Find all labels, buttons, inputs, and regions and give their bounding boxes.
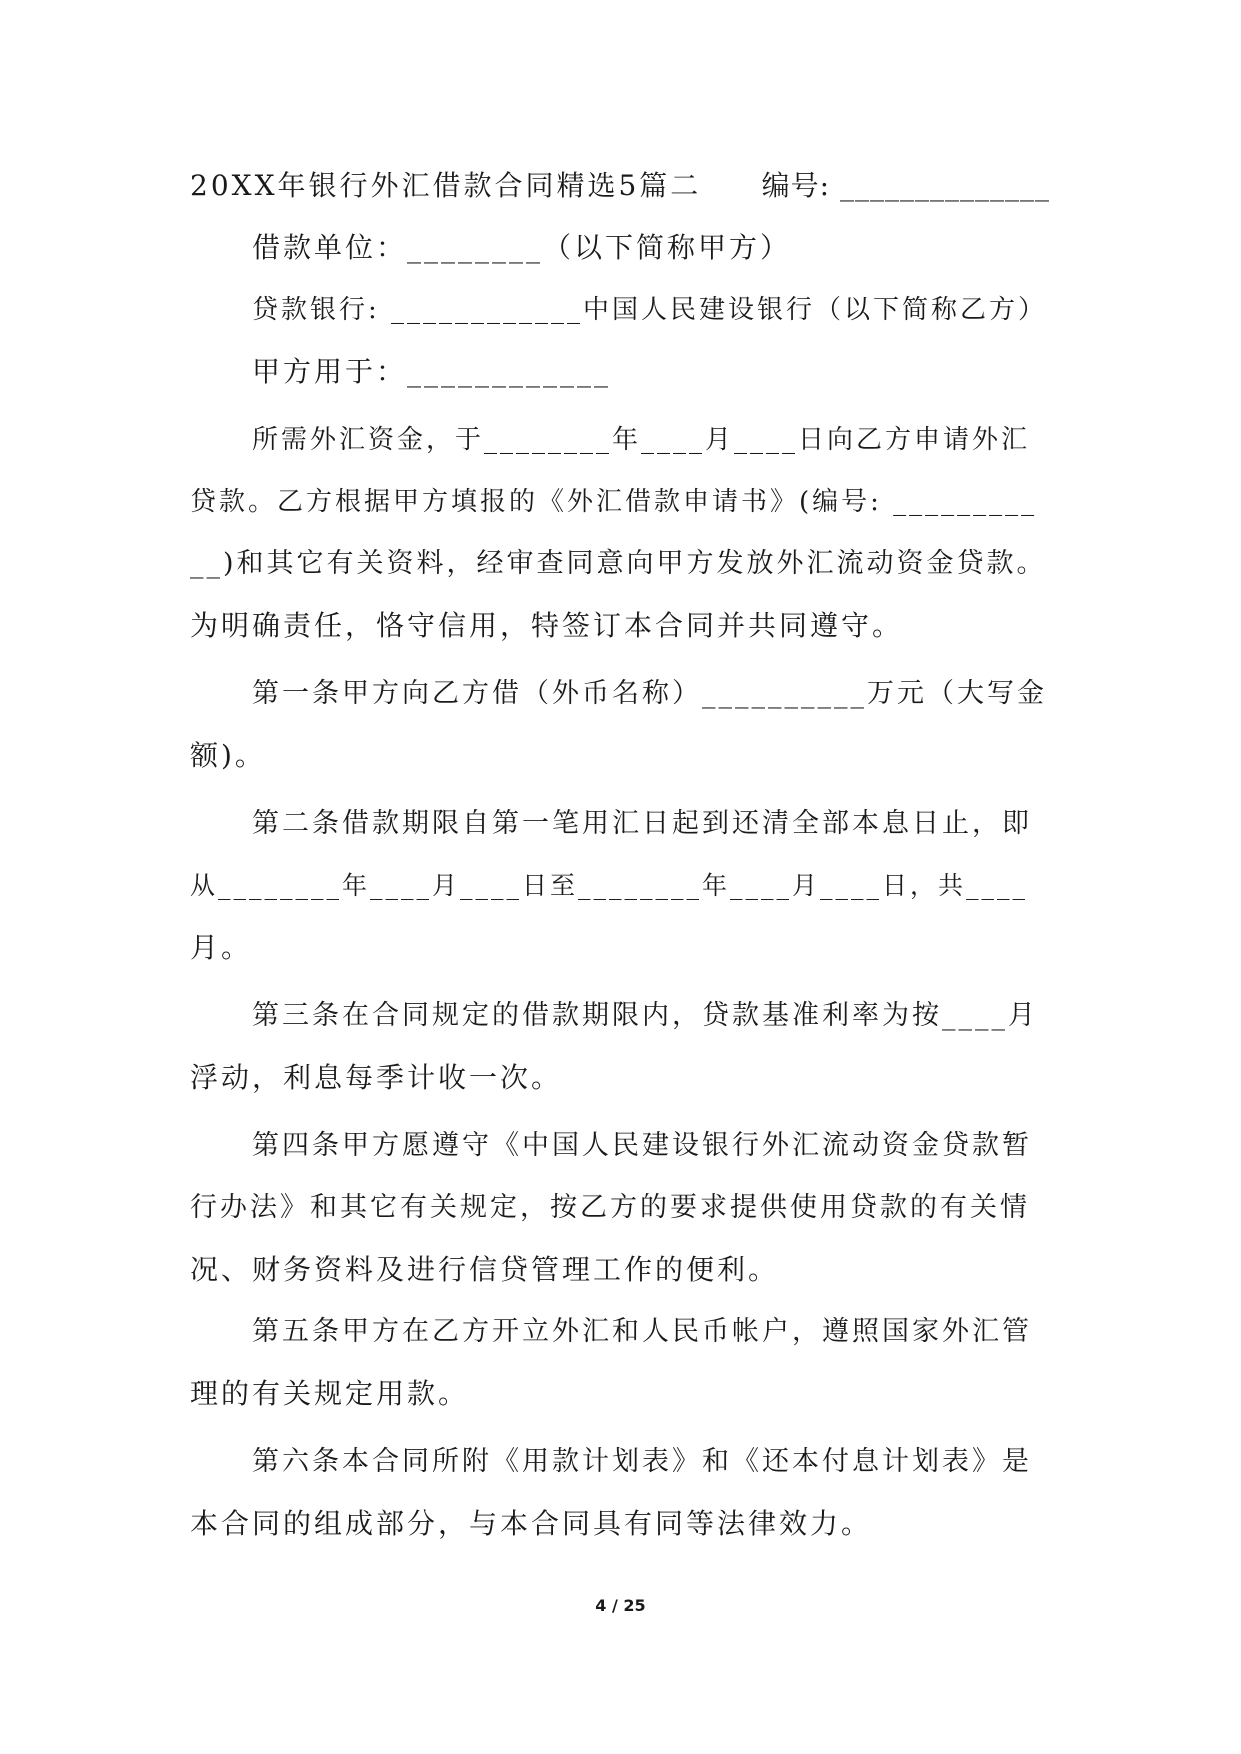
text-line: 甲方用于：____________: [252, 355, 612, 388]
document-title: 20XX年银行外汇借款合同精选5篇二: [190, 169, 702, 202]
text-line: 贷款。乙方根据甲方填报的《外汇借款申请书》(编号: _________: [190, 487, 1038, 517]
text-line: 为明确责任，恪守信用，特签订本合同并共同遵守。: [190, 609, 904, 642]
text-line: 第三条在合同规定的借款期限内，贷款基准利率为按____月: [252, 1000, 1038, 1031]
text-line: 况、财务资料及进行信贷管理工作的便利。: [190, 1253, 780, 1286]
text-line: 从________年____月____日至________年____月____日，共____: [190, 871, 1029, 900]
text-line: 所需外汇资金，于________年____月____日向乙方申请外汇: [252, 425, 1031, 455]
title-line: [190, 155, 1050, 217]
text-line: __)和其它有关资料，经审查同意向甲方发放外汇流动资金贷款。: [190, 548, 1047, 579]
text-line: 第二条借款期限自第一笔用汇日起到还清全部本息日止，即: [252, 808, 1032, 839]
text-line: 理的有关规定用款。: [190, 1377, 470, 1410]
text-line: 第六条本合同所附《用款计划表》和《还本付息计划表》是: [252, 1446, 1032, 1477]
text-line: 本合同的组成部分，与本合同具有同等法律效力。: [190, 1507, 873, 1540]
text-line: 浮动，利息每季计收一次。: [190, 1061, 563, 1094]
text-line: 第一条甲方向乙方借（外币名称）__________万元（大写金: [252, 678, 1047, 709]
text-line: 行办法》和其它有关规定，按乙方的要求提供使用贷款的有关情: [190, 1192, 1030, 1223]
document-body: [190, 155, 1050, 1555]
page-number: 4 / 25: [595, 1596, 646, 1615]
text-line: 借款单位：________（以下简称甲方）: [252, 231, 792, 264]
text-line: 第四条甲方愿遵守《中国人民建设银行外汇流动资金贷款暂: [252, 1130, 1032, 1161]
contract-number-field: 编号: ______________: [761, 169, 1050, 202]
text-line: 月。: [190, 931, 253, 964]
text-line: 额)。: [190, 739, 266, 772]
text-line: 贷款银行: ____________中国人民建设银行（以下简称乙方）: [252, 295, 1048, 325]
text-line: 第五条甲方在乙方开立外汇和人民币帐户，遵照国家外汇管: [252, 1316, 1032, 1347]
